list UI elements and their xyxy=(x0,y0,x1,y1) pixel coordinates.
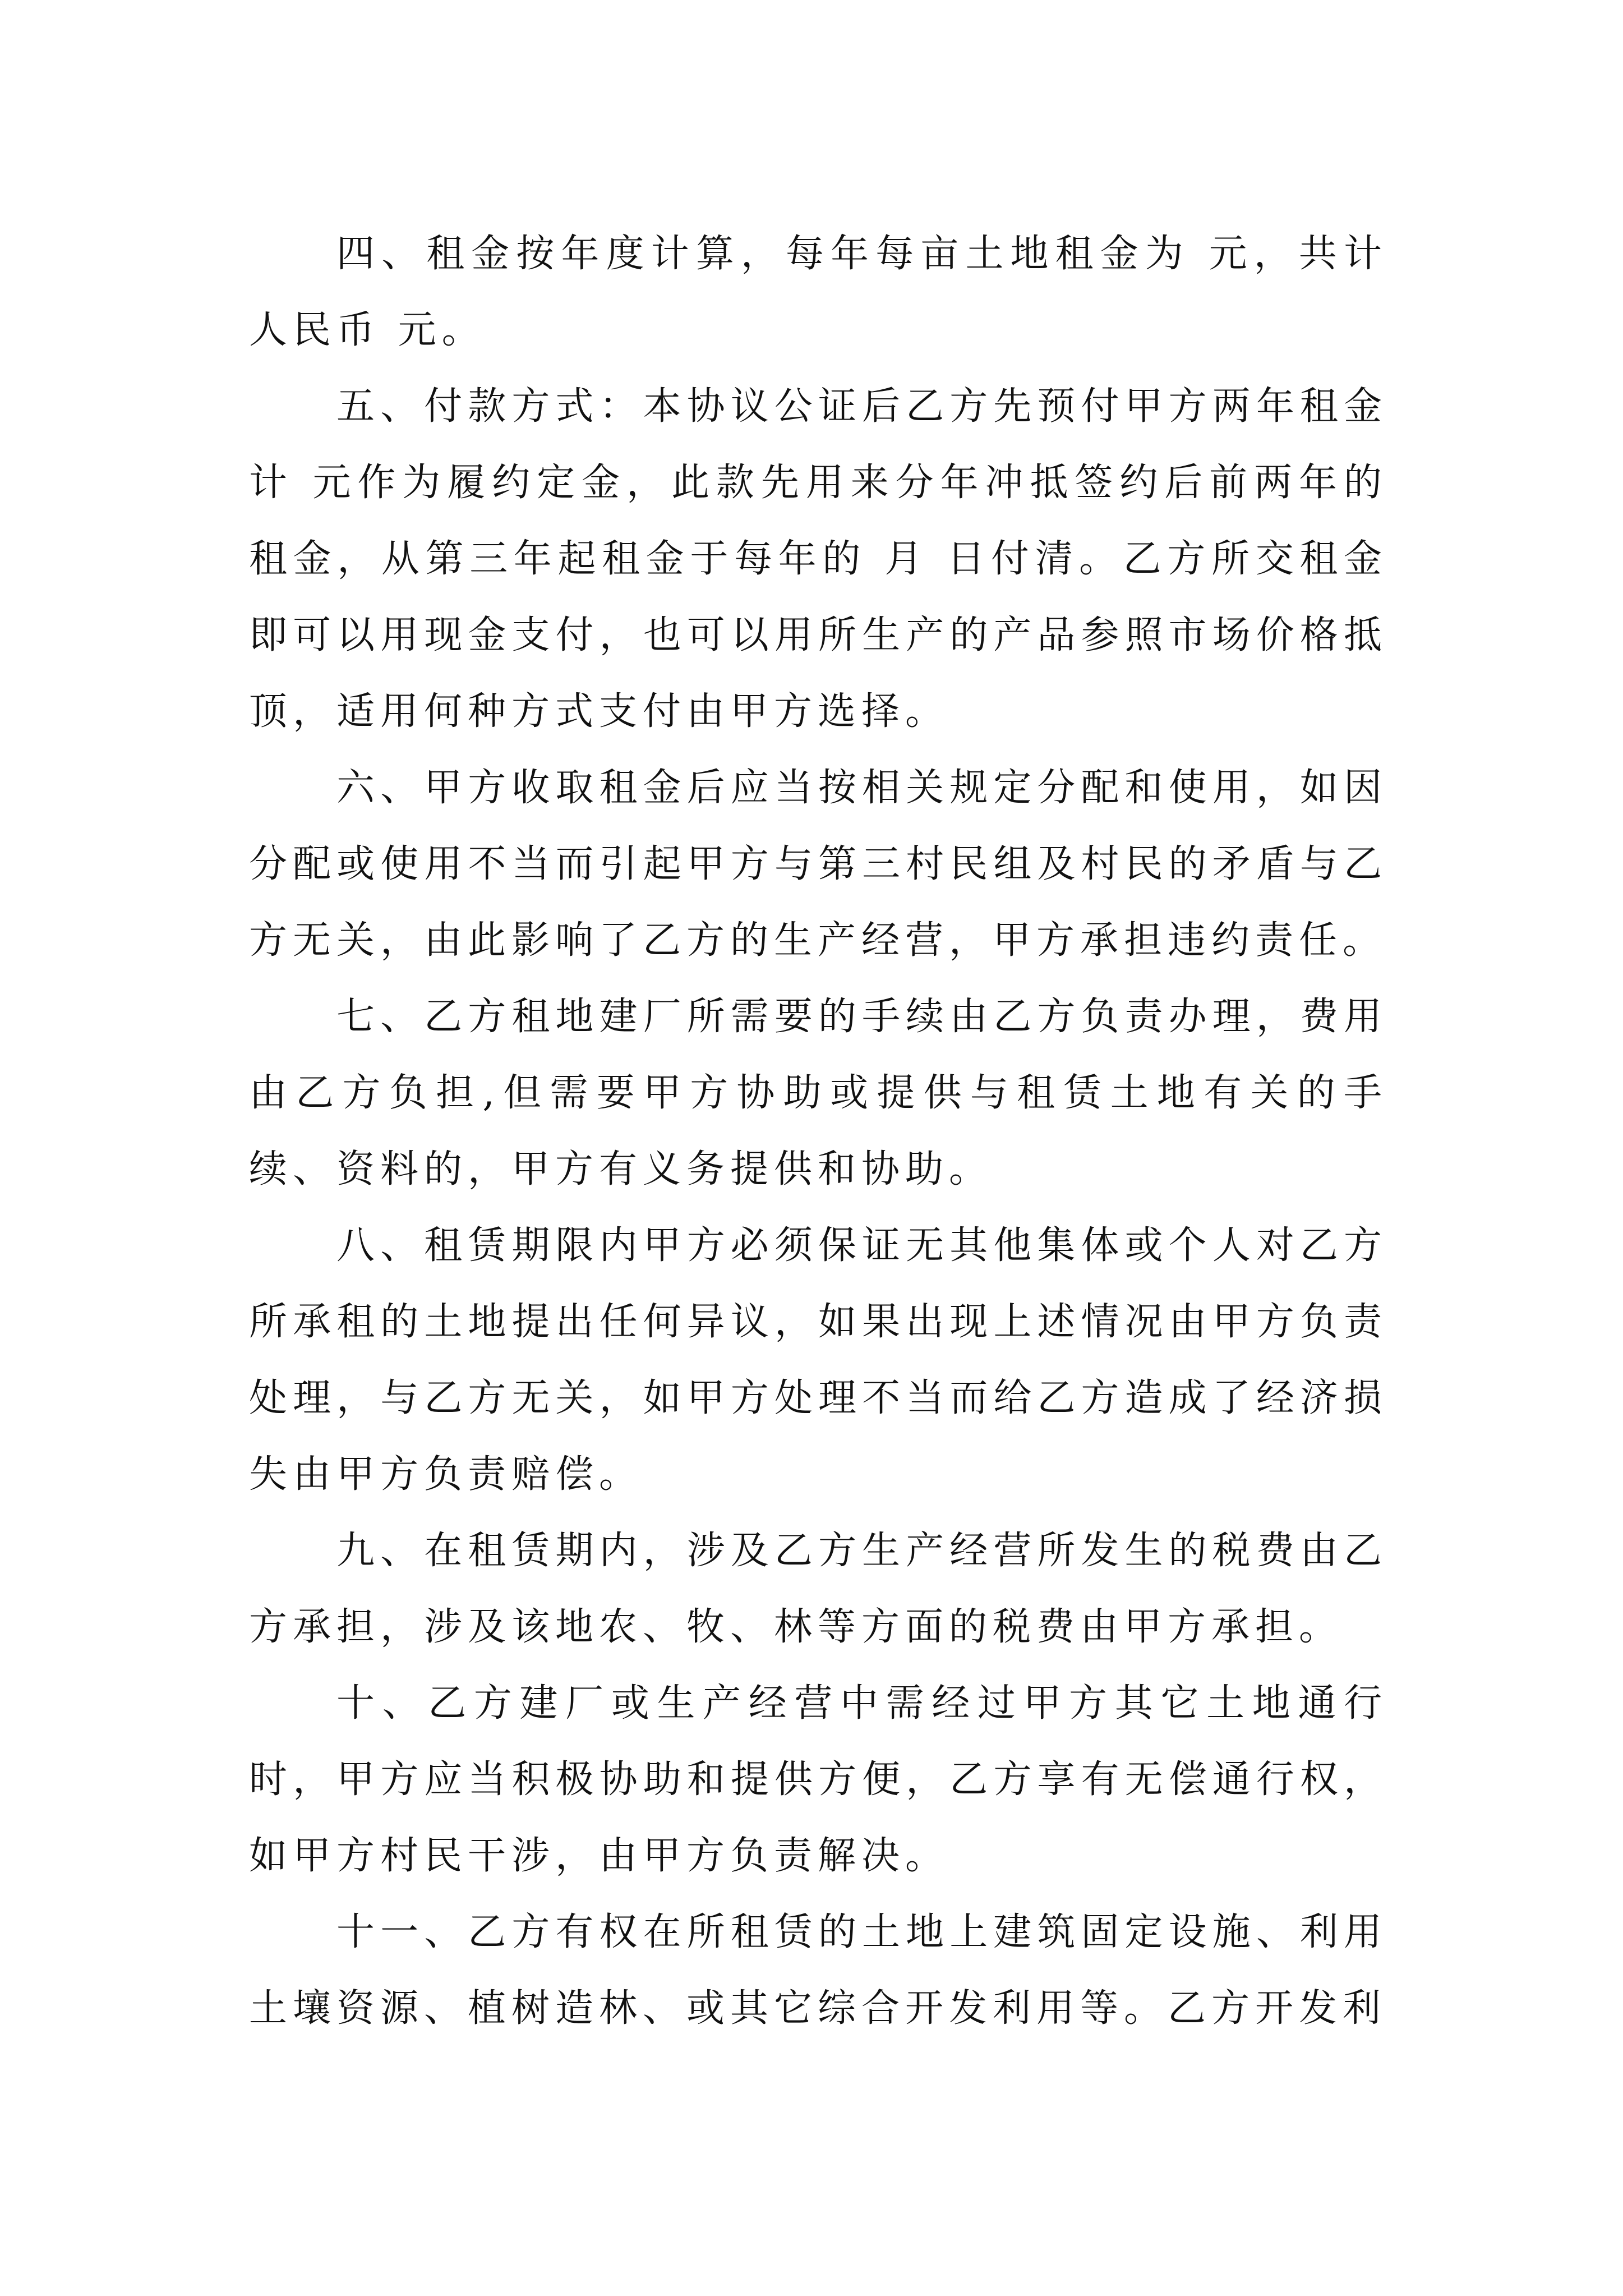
clause-7-procedures: 七、乙方租地建厂所需要的手续由乙方负责办理，费用由乙方负担,但需要甲方协助或提供与租赁土地有关的手续、资料的，甲方有义务提供和协助。 xyxy=(249,995,1387,1191)
clause-11-land-use: 十一、乙方有权在所租赁的土地上建筑固定设施、利用土壤资源、植树造林、或其它综合开发利用等。乙方开发利 xyxy=(249,1910,1387,2031)
clause-10-right-of-way: 十、乙方建厂或生产经营中需经过甲方其它土地通行时，甲方应当积极协助和提供方便，乙方享有无偿通行权，如甲方村民干涉，由甲方负责解决。 xyxy=(249,1681,1387,1878)
clause-4-rent: 四、租金按年度计算，每年每亩土地租金为 元，共计人民币 元。 xyxy=(249,232,1387,352)
clause-8-objections: 八、租赁期限内甲方必须保证无其他集体或个人对乙方所承租的土地提出任何异议，如果出现上述情况由甲方负责处理，与乙方无关，如甲方处理不当而给乙方造成了经济损失由甲方负责赔偿。 xyxy=(249,1223,1387,1497)
clause-6-rent-distribution: 六、甲方收取租金后应当按相关规定分配和使用，如因分配或使用不当而引起甲方与第三村民组及村民的矛盾与乙方无关，由此影响了乙方的生产经营，甲方承担违约责任。 xyxy=(249,766,1387,963)
document-body xyxy=(249,216,1387,2047)
clause-9-taxes: 九、在租赁期内，涉及乙方生产经营所发生的税费由乙方承担，涉及该地农、牧、林等方面的税费由甲方承担。 xyxy=(249,1529,1387,1649)
clause-5-payment: 五、付款方式：本协议公证后乙方先预付甲方两年租金计 元作为履约定金，此款先用来分年冲抵签约后前两年的租金，从第三年起租金于每年的 月 日付清。乙方所交租金即可以用现金支付，也可以用所生产的产品参照市场价格抵顶，适用何种方式支付由甲方选择。 xyxy=(249,384,1387,734)
